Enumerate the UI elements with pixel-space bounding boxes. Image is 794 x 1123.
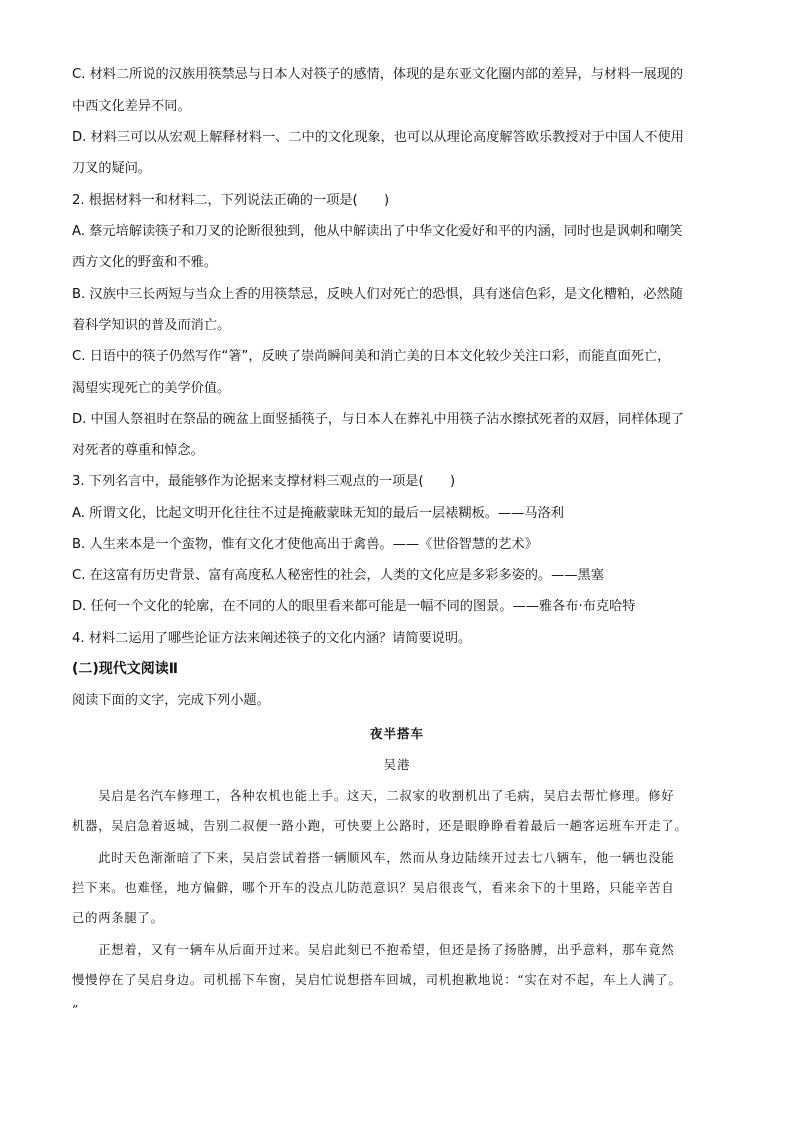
option-c-line2: 中西文化差异不同。	[72, 99, 191, 114]
story-p3-line3: ”	[72, 1003, 80, 1017]
option-c-line1: C. 材料二所说的汉族用筷禁忌与日本人对筷子的感情，体现的是东亚文化圈内部的差异，与材料一展现的	[72, 67, 684, 82]
q2-option-b-line1: B. 汉族中三长两短与当众上香的用筷禁忌，反映人们对死亡的恐惧，具有迷信色彩，是文化糟粕，必然随	[72, 287, 683, 302]
story-p2-line2: 拦下来。也难怪，地方偏僻，哪个开车的没点儿防范意识？吴启很丧气，看来余下的十里路，只能辛苦自	[72, 881, 675, 895]
q2-option-a-line2: 西方文化的野蛮和不雅。	[72, 255, 218, 270]
story-title: 夜半搭车	[369, 726, 424, 741]
question-4: 4. 材料二运用了哪些论证方法来阐述筷子的文化内涵？请简要说明。	[72, 631, 472, 646]
q3-option-a: A. 所谓文化，比起文明开化往往不过是掩蔽蒙昧无知的最后一层裱糊板。——马洛利	[72, 506, 564, 521]
story-p3-line2: 慢慢停在了吴启身边。司机摇下车窗，吴启忙说想搭车回城，司机抱歉地说：“实在对不起，车上人满了。	[72, 973, 682, 987]
q2-option-b-line2: 着科学知识的普及而消亡。	[72, 318, 231, 333]
q2-option-a-line1: A. 蔡元培解读筷子和刀叉的论断很独到，他从中解读出了中华文化爱好和平的内涵，同时也是讽刺和嘲笑	[72, 224, 683, 239]
q2-option-d-line1: D. 中国人祭祖时在祭品的碗盆上面竖插筷子，与日本人在葬礼中用筷子沾水擦拭死者的双唇，同样体现了	[72, 412, 684, 427]
story-p1-line2: 机器，吴启急着返城，告别二叔便一路小跑，可快要上公路时，还是眼睁睁看着最后一趟客运班车开走了。	[72, 819, 688, 833]
story-p3-line1: 正想着，又有一辆车从后面开过来。吴启此刻已不抱希望，但还是扬了扬胳膊，出乎意料，那车竟然	[72, 943, 675, 957]
option-d-line2: 刀叉的疑问。	[72, 161, 152, 176]
q2-option-c-line1: C. 日语中的筷子仍然写作“箸”，反映了崇尚瞬间美和消亡美的日本文化较少关注口彩，而能直面死亡，	[72, 349, 671, 364]
story-author: 吴港	[383, 757, 411, 772]
story-p2-line1: 此时天色渐渐暗了下来，吴启尝试着搭一辆顺风车，然而从身边陆续开过去七八辆车，他一辆也没能	[72, 851, 675, 865]
section-instruction: 阅读下面的文字，完成下列小题。	[72, 693, 270, 708]
q3-option-b: B. 人生来本是一个蛮物，惟有文化才使他高出于禽兽。——《世俗智慧的艺术》	[72, 537, 538, 552]
question-3-stem: 3. 下列名言中，最能够作为论据来支撑材料三观点的一项是( )	[72, 474, 456, 489]
q3-option-d: D. 任何一个文化的轮廓，在不同的人的眼里看来都可能是一幅不同的图景。——雅各布·布克哈特	[72, 599, 636, 614]
section-heading: (二)现代文阅读Ⅱ	[72, 661, 179, 677]
question-2-stem: 2. 根据材料一和材料二，下列说法正确的一项是( )	[72, 193, 390, 208]
q3-option-c: C. 在这富有历史背景、富有高度私人秘密性的社会，人类的文化应是多彩多姿的。——黑塞	[72, 568, 604, 583]
option-d-line1: D. 材料三可以从宏观上解释材料一、二中的文化现象，也可以从理论高度解答欧乐教授对于中国人不使用	[72, 130, 684, 145]
story-p1-line1: 吴启是名汽车修理工，各种农机也能上手。这天，二叔家的收割机出了毛病，吴启去帮忙修理。修好	[72, 789, 675, 803]
story-p2-line3: 己的两条腿了。	[72, 911, 164, 925]
q2-option-c-line2: 渴望实现死亡的美学价值。	[72, 381, 231, 396]
q2-option-d-line2: 对死者的尊重和悼念。	[72, 443, 204, 458]
